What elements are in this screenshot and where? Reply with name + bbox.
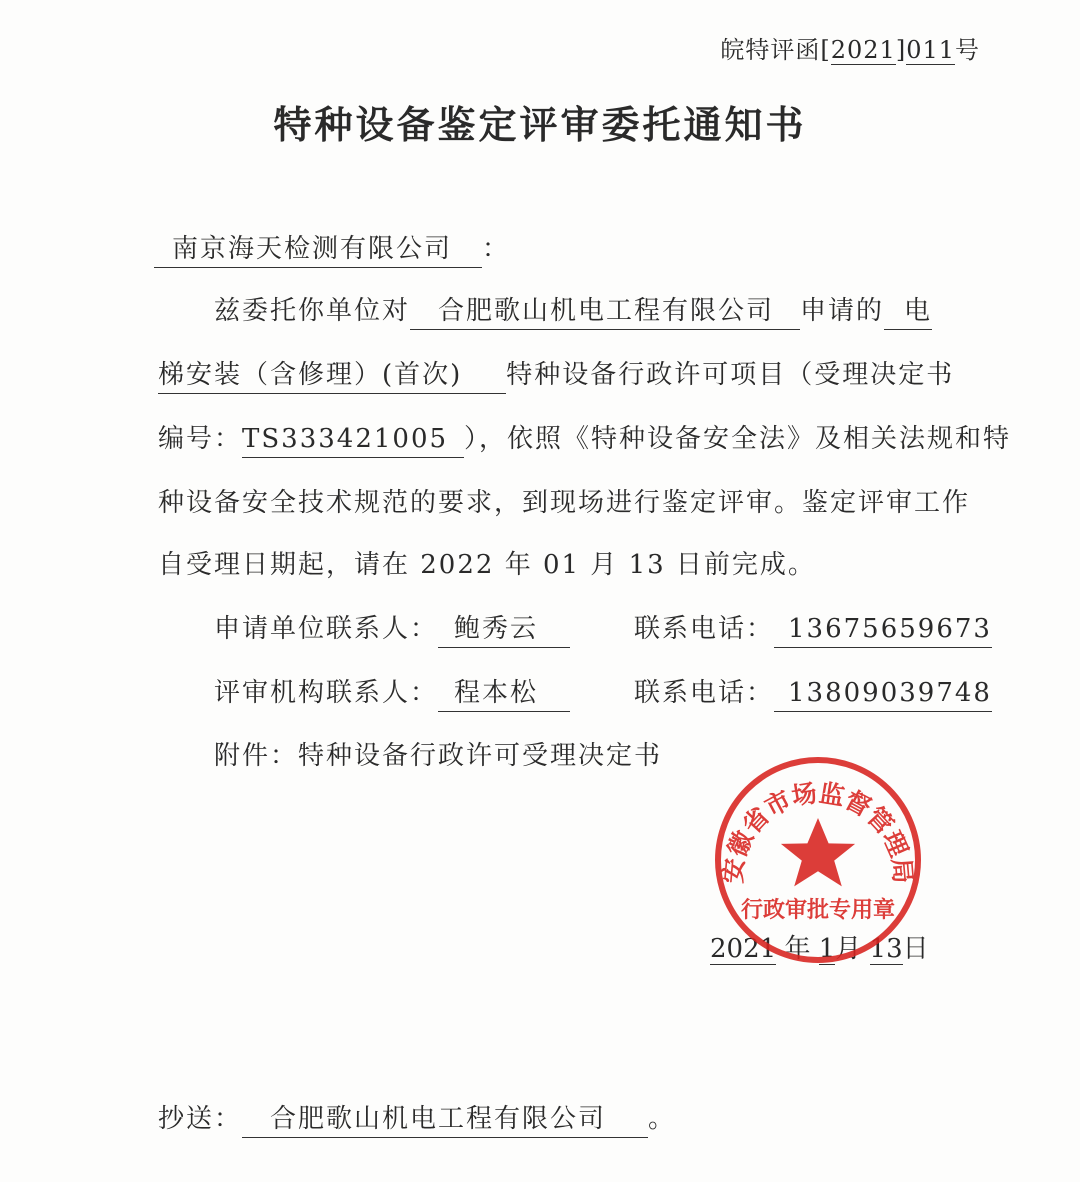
applicant-phone-label: 联系电话： bbox=[634, 614, 775, 644]
review-phone-label: 联系电话： bbox=[634, 678, 775, 708]
seal-star-icon bbox=[781, 818, 855, 886]
body-line-5: 自受理日期起，请在 2022 年 01 月 13 日前完成。 bbox=[158, 550, 816, 580]
recipient-colon: ： bbox=[482, 234, 511, 264]
body-line-2 bbox=[158, 354, 954, 394]
applicant-contact-line bbox=[214, 608, 570, 648]
document-number bbox=[720, 30, 980, 65]
body-line-1 bbox=[214, 290, 932, 330]
body-text: 编号： bbox=[158, 424, 243, 454]
date-day-unit: 日 bbox=[902, 934, 929, 964]
document-title: 特种设备鉴定评审委托通知书 bbox=[273, 103, 807, 147]
recipient-line bbox=[154, 228, 510, 268]
date-month: 1 bbox=[818, 934, 836, 964]
doc-number-seq: 011 bbox=[906, 36, 955, 64]
review-phone: 13809039748 bbox=[774, 678, 992, 712]
attachment-line: 附件：特种设备行政许可受理决定书 bbox=[214, 741, 663, 771]
applicant-contact-name: 鲍秀云 bbox=[438, 614, 570, 648]
doc-number-year: 2021 bbox=[830, 36, 896, 64]
applicant-company: 合肥歌山机电工程有限公司 bbox=[410, 296, 800, 330]
decision-number: TS333421005 bbox=[242, 424, 464, 458]
doc-number-suffix: 号 bbox=[955, 36, 980, 64]
body-text: 特种设备行政许可项目（受理决定书 bbox=[506, 360, 955, 390]
review-phone-line bbox=[634, 672, 992, 712]
date-year-unit: 年 bbox=[784, 934, 811, 964]
license-item-part-2: 梯安装（含修理）(首次) bbox=[158, 360, 506, 394]
applicant-contact-label: 申请单位联系人： bbox=[214, 614, 439, 644]
date-day: 13 bbox=[869, 934, 903, 964]
cc-line bbox=[158, 1098, 676, 1138]
body-line-4: 种设备安全技术规范的要求，到现场进行鉴定评审。鉴定评审工作 bbox=[158, 488, 971, 518]
seal-sub-text: 行政审批专用章 bbox=[740, 898, 896, 923]
recipient-name: 南京海天检测有限公司 bbox=[154, 234, 482, 268]
seal-org-text: 安徽省市场监督管理局 bbox=[718, 778, 918, 885]
cc-end: 。 bbox=[648, 1104, 677, 1134]
applicant-phone-line bbox=[634, 608, 992, 648]
review-contact-name: 程本松 bbox=[438, 678, 570, 712]
body-line-3 bbox=[158, 418, 1011, 458]
body-text: ），依照《特种设备安全法》及相关法规和特 bbox=[464, 424, 1012, 454]
date-month-unit: 月 bbox=[835, 934, 862, 964]
license-item-part-1: 电 bbox=[884, 296, 932, 330]
applicant-phone: 13675659673 bbox=[774, 614, 992, 648]
cc-label: 抄送： bbox=[158, 1104, 243, 1134]
body-text: 申请的 bbox=[800, 296, 885, 326]
review-contact-label: 评审机构联系人： bbox=[214, 678, 439, 708]
review-contact-line bbox=[214, 672, 570, 712]
doc-number-mid: ] bbox=[895, 36, 907, 64]
doc-number-prefix: 皖特评函[ bbox=[720, 36, 831, 64]
date-year: 2021 bbox=[710, 934, 777, 964]
official-seal bbox=[712, 754, 924, 966]
cc-company: 合肥歌山机电工程有限公司 bbox=[242, 1104, 648, 1138]
body-text: 兹委托你单位对 bbox=[214, 296, 411, 326]
